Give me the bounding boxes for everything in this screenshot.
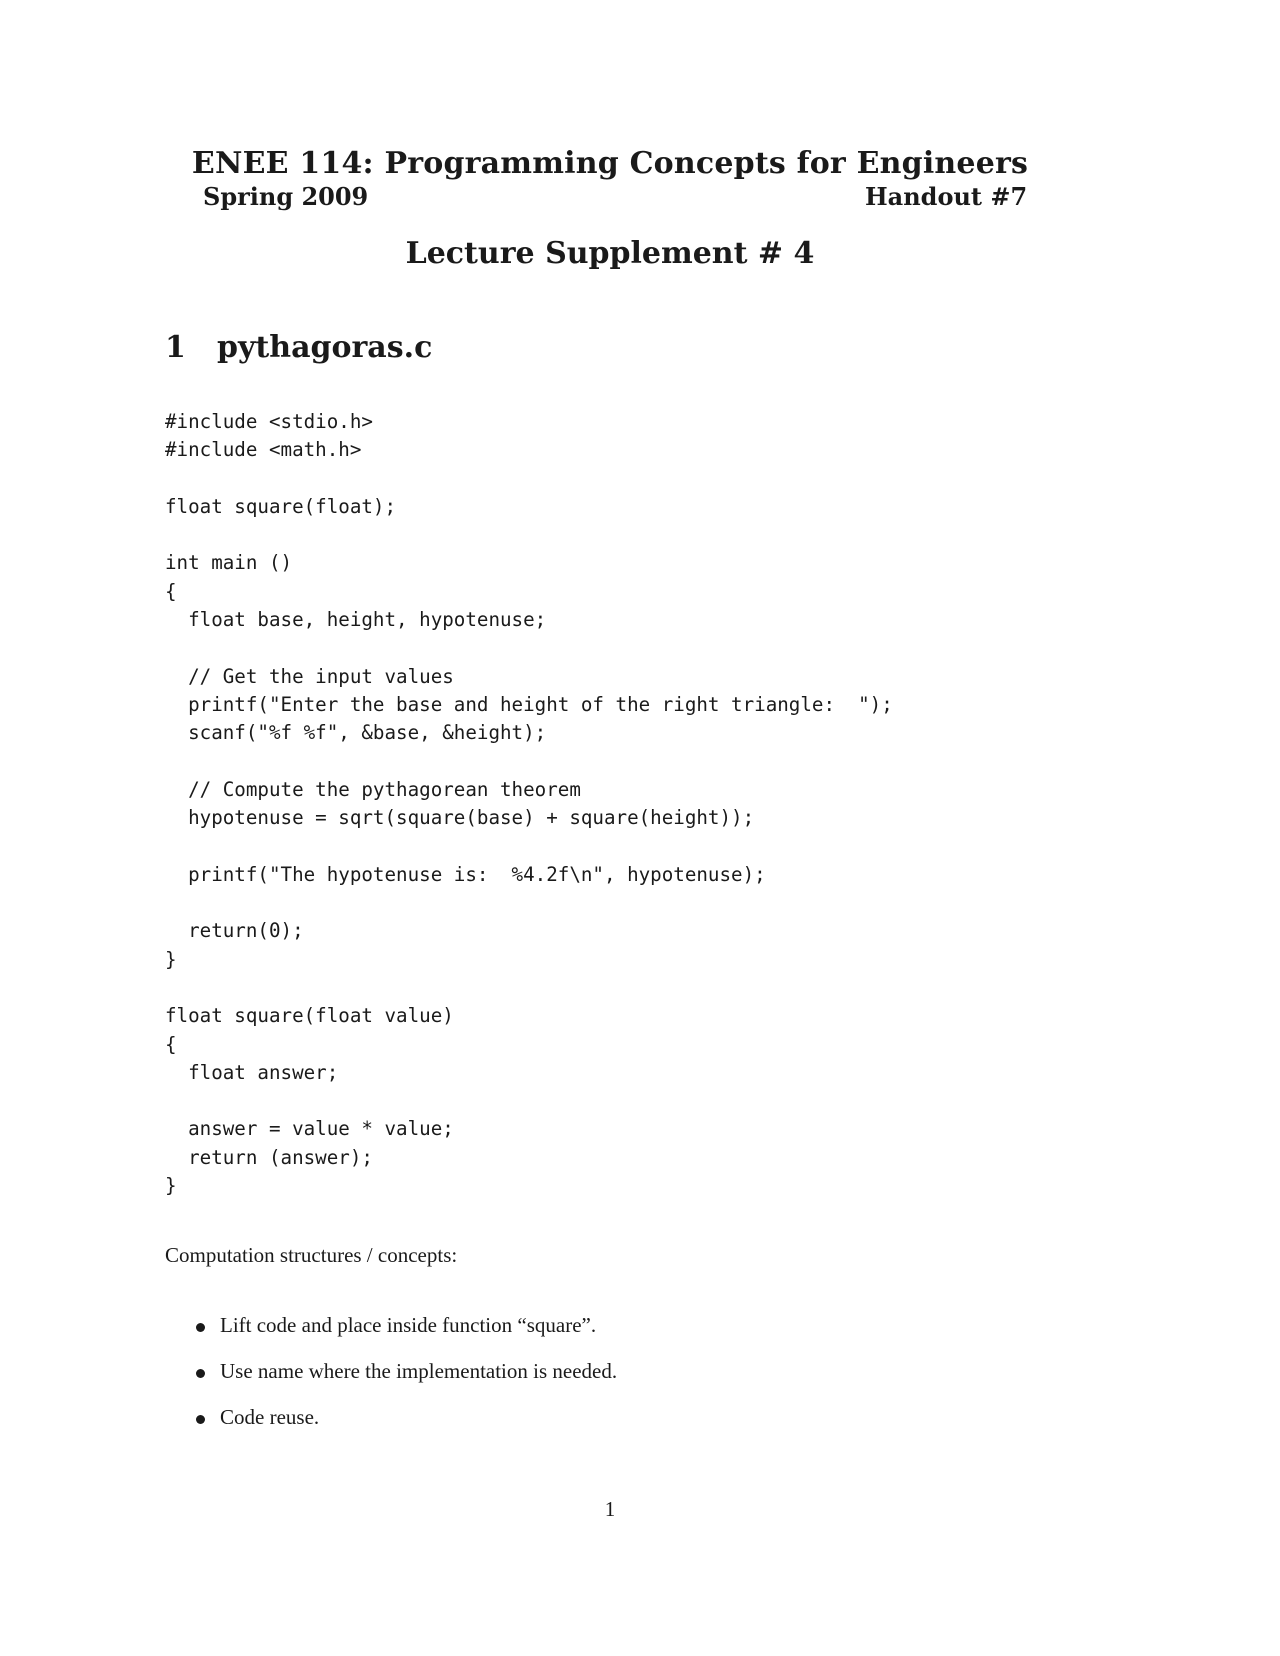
section-heading bbox=[165, 330, 432, 365]
handout-number: Handout #7 bbox=[865, 182, 1028, 211]
code-listing: #include <stdio.h> #include <math.h> float square(float); int main () { float base, height, hypotenuse; // Get the input values printf("Enter the base and height of the right triangle: "); scanf("%f %f", &base, &height); // Compute the pythagorean theorem hypotenuse = sqrt(square(base) + square(height)); printf("The hypotenuse is: %4.2f\n", hypotenuse); return(0); } float square(float value) { float answer; answer = value * value; return (answer); } bbox=[165, 410, 893, 1198]
list-item bbox=[196, 1359, 617, 1405]
list-item-text: Lift code and place inside function “square”. bbox=[220, 1313, 597, 1337]
list-item bbox=[196, 1313, 617, 1359]
bullet-icon bbox=[196, 1369, 205, 1378]
bullet-icon bbox=[196, 1415, 205, 1424]
document-title: Lecture Supplement # 4 bbox=[405, 236, 815, 271]
bullet-icon bbox=[196, 1323, 205, 1332]
concepts-label: Computation structures / concepts: bbox=[165, 1243, 458, 1267]
section-number: 1 bbox=[165, 330, 186, 365]
section-title: pythagoras.c bbox=[217, 330, 433, 365]
list-item-text: Use name where the implementation is needed. bbox=[220, 1359, 618, 1383]
list-item bbox=[196, 1405, 617, 1451]
list-item-text: Code reuse. bbox=[220, 1405, 320, 1429]
semester-label: Spring 2009 bbox=[203, 182, 369, 211]
concepts-list bbox=[196, 1313, 617, 1451]
page-number: 1 bbox=[604, 1497, 616, 1521]
course-title: ENEE 114: Programming Concepts for Engineers bbox=[191, 146, 1029, 181]
